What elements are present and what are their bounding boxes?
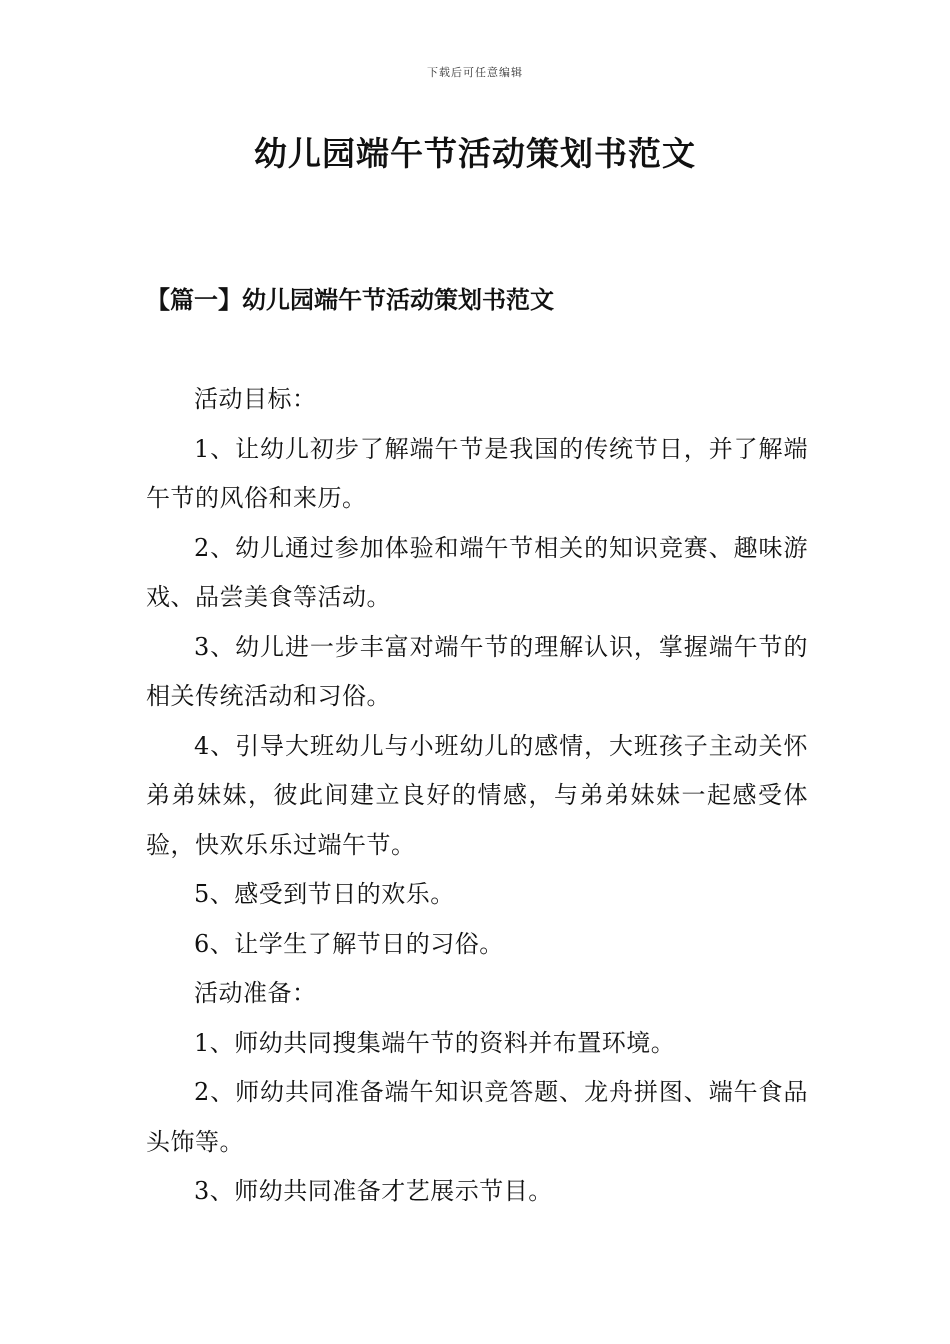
paragraph-goal-3: 3、幼儿进一步丰富对端午节的理解认识，掌握端午节的相关传统活动和习俗。	[146, 632, 808, 710]
document-body	[146, 375, 808, 1217]
paragraph-prep-2: 2、师幼共同准备端午知识竞答题、龙舟拼图、端午食品头饰等。	[146, 1078, 808, 1156]
paragraph-goal-4: 4、引导大班幼儿与小班幼儿的感情，大班孩子主动关怀弟弟妹妹，彼此间建立良好的情感，与弟弟妹妹一起感受体验，快欢乐乐过端午节。	[146, 731, 808, 859]
paragraph-prep-3: 3、师幼共同准备才艺展示节目。	[194, 1177, 553, 1205]
paragraph-goal-2: 2、幼儿通过参加体验和端午节相关的知识竞赛、趣味游戏、品尝美食等活动。	[146, 533, 808, 611]
paragraph-goal-1: 1、让幼儿初步了解端午节是我国的传统节日，并了解端午节的风俗和来历。	[146, 434, 808, 512]
document-title: 幼儿园端午节活动策划书范文	[254, 134, 696, 173]
paragraph-prep-1: 1、师幼共同搜集端午节的资料并布置环境。	[194, 1028, 676, 1057]
paragraph-goal-5: 5、感受到节日的欢乐。	[194, 880, 455, 908]
paragraph-prep-heading: 活动准备：	[194, 979, 317, 1007]
section-heading: 【篇一】幼儿园端午节活动策划书范文	[146, 285, 554, 314]
paragraph-goals-heading: 活动目标：	[194, 385, 317, 413]
paragraph-goal-6: 6、让学生了解节日的习俗。	[194, 929, 504, 958]
header-note: 下载后可任意编辑	[427, 66, 523, 79]
